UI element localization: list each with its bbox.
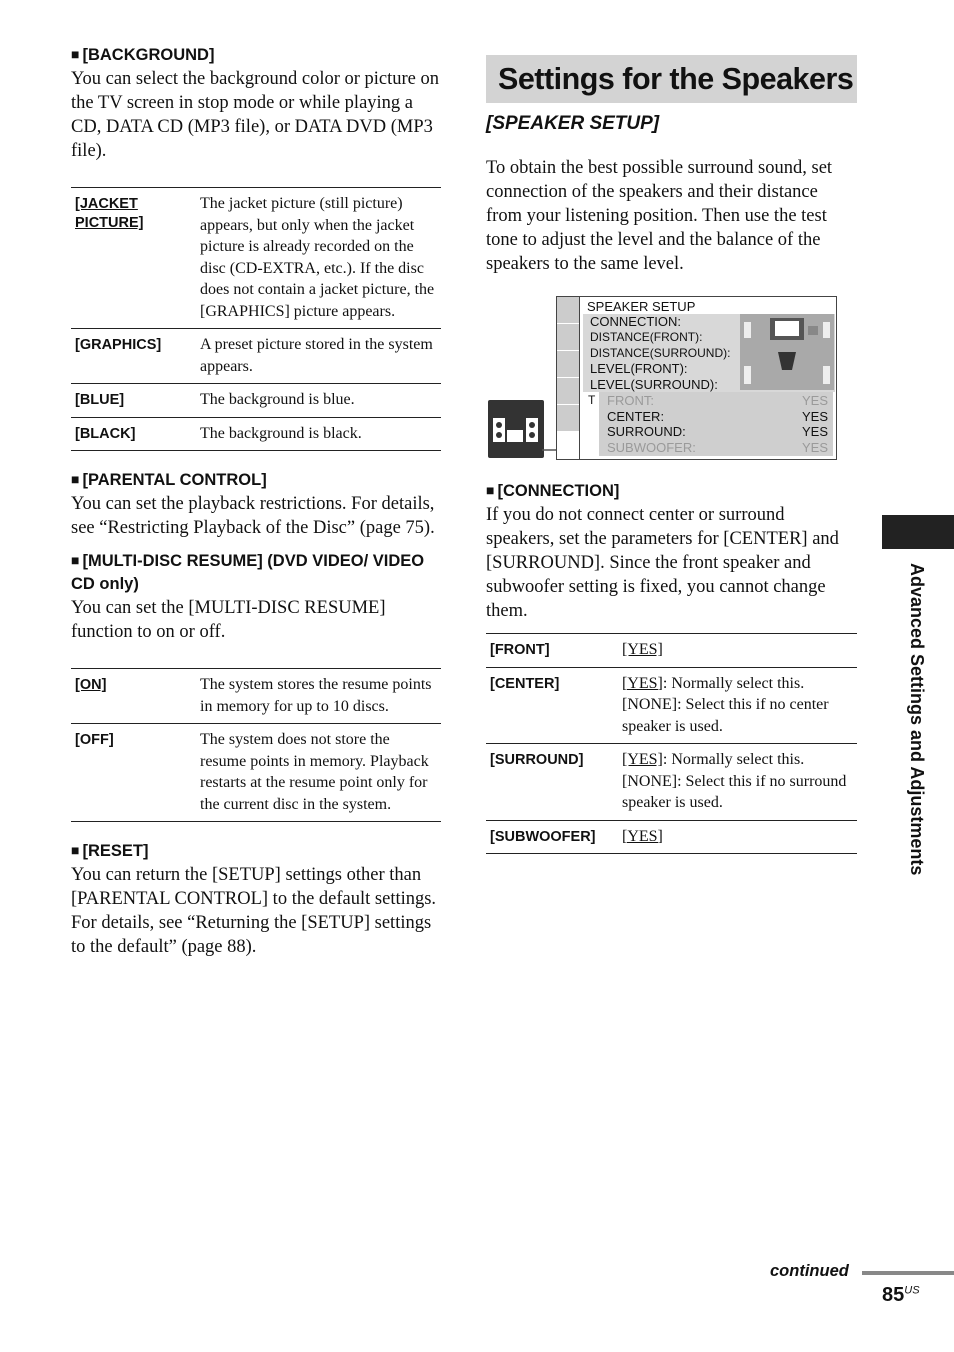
table-row: [486, 667, 857, 744]
osd-heading: SPEAKER SETUP: [587, 299, 696, 314]
osd-sub-value: YES: [801, 393, 828, 408]
bullet-square-icon: ■: [71, 471, 80, 487]
osd-sub-value: YES: [801, 440, 828, 455]
page-title: Settings for the Speakers: [486, 55, 857, 103]
osd-main: [580, 297, 836, 459]
speaker-icon: [488, 400, 544, 458]
osd-sub-label[interactable]: CENTER:: [607, 409, 665, 424]
option-key: [JACKET PICTURE]: [75, 196, 144, 231]
osd-sub-label: FRONT:: [607, 393, 654, 408]
osd-frame: [556, 296, 837, 460]
continued-label: continued: [770, 1262, 849, 1280]
connection-options-table: [486, 633, 857, 854]
option-desc: The background is black.: [200, 417, 441, 451]
table-row: [486, 744, 857, 821]
option-key: [BLACK]: [71, 417, 200, 451]
table-row: [71, 329, 441, 384]
osd-sub-label: SUBWOOFER:: [607, 440, 696, 455]
osd-sub-value[interactable]: YES: [801, 424, 828, 439]
osd-tab: [557, 351, 579, 378]
table-row: [71, 669, 441, 724]
speaker-setup-screen: [486, 296, 836, 460]
option-key: [BLUE]: [71, 384, 200, 418]
chapter-label: Advanced Settings and Adjustments: [907, 563, 927, 876]
table-row: [71, 188, 441, 329]
intro-text: To obtain the best possible surround sound, set connection of the speakers and their distance from your listening position. Then use the test tone to adjust the level and the balance of the speakers to the same level.: [486, 158, 833, 274]
parental-text: You can set the playback restrictions. For details, see “Restricting Playback of the Disc” (page 75).: [71, 494, 435, 538]
bullet-square-icon: ■: [71, 842, 80, 858]
option-key: [SUBWOOFER]: [486, 820, 622, 854]
option-key: [FRONT]: [486, 634, 622, 668]
osd-menu-item[interactable]: DISTANCE(FRONT):: [590, 330, 703, 344]
table-row: [71, 417, 441, 451]
option-key: [CENTER]: [486, 667, 622, 744]
connection-text: If you do not connect center or surround speakers, set the parameters for [CENTER] and [SURROUND]. Since the front speaker and subwoofer setting is fixed, you cannot change them.: [486, 505, 839, 621]
page-footer: [770, 1261, 954, 1321]
option-default: [YES]: [622, 827, 663, 845]
background-text: You can select the background color or picture on the TV screen in stop mode or while playing a CD, DATA CD (MP3 file), or DATA DVD (MP3 file).: [71, 69, 440, 161]
bullet-square-icon: ■: [71, 552, 80, 568]
table-row: [486, 634, 857, 668]
option-desc: The system stores the resume points in memory for up to 10 discs.: [200, 669, 441, 724]
osd-tab: [557, 378, 579, 405]
left-column: [71, 44, 441, 959]
reset-heading: ■ [RESET]: [71, 842, 149, 860]
option-desc: : Normally select this. [NONE]: Select this if no surround speaker is used.: [622, 751, 847, 811]
osd-tab: [557, 324, 579, 351]
table-row: [71, 724, 441, 822]
osd-tab: [557, 405, 579, 432]
multidisc-options-table: [71, 668, 441, 822]
connection-heading: ■ [CONNECTION]: [486, 482, 620, 500]
background-heading: ■ [BACKGROUND]: [71, 46, 215, 64]
option-desc: A preset picture stored in the system appears.: [200, 329, 441, 384]
parental-heading: ■ [PARENTAL CONTROL]: [71, 471, 267, 489]
multidisc-text: You can set the [MULTI-DISC RESUME] function to on or off.: [71, 598, 386, 642]
bullet-square-icon: ■: [71, 46, 80, 62]
osd-sub-label[interactable]: SURROUND:: [607, 424, 686, 439]
osd-menu-item[interactable]: LEVEL(FRONT):: [590, 361, 688, 376]
subtitle: [SPEAKER SETUP]: [486, 113, 660, 134]
option-desc: The background is blue.: [200, 384, 441, 418]
osd-menu-item[interactable]: LEVEL(SURROUND):: [590, 377, 718, 392]
option-key: [OFF]: [71, 724, 200, 822]
bullet-square-icon: ■: [486, 482, 495, 498]
osd-menu-item[interactable]: CONNECTION:: [590, 314, 681, 329]
option-key: [GRAPHICS]: [71, 329, 200, 384]
osd-truncated-item: T: [588, 393, 596, 407]
option-key: [ON]: [75, 677, 107, 693]
option-desc: The system does not store the resume points in memory. Playback restarts at the resume point only for the current disc in the system.: [200, 724, 441, 822]
right-column: [486, 55, 857, 854]
option-desc: The jacket picture (still picture) appears, but only when the jacket picture is already recorded on the disc (CD-EXTRA, etc.). If the disc does not contain a jacket picture, the [GRAPHICS] picture appears.: [200, 188, 441, 329]
option-default: [YES]: [622, 751, 663, 768]
page-number: $85^{US}$: [882, 1284, 920, 1306]
multidisc-heading: ■ [MULTI-DISC RESUME] (DVD VIDEO/ VIDEO CD only): [71, 552, 425, 593]
continued-rule: [862, 1271, 954, 1275]
option-desc: : Normally select this. [NONE]: Select this if no center speaker is used.: [622, 674, 829, 735]
background-options-table: [71, 187, 441, 451]
osd-sub-value[interactable]: YES: [801, 409, 828, 424]
option-default: [YES]: [622, 674, 663, 692]
osd-tab: [557, 297, 579, 324]
table-row: [486, 820, 857, 854]
osd-menu-item[interactable]: DISTANCE(SURROUND):: [590, 346, 731, 360]
table-row: [71, 384, 441, 418]
speaker-layout-icon: [740, 314, 834, 390]
osd-tab-strip: [557, 297, 580, 459]
option-key: [SURROUND]: [486, 744, 622, 821]
osd-submenu: [599, 392, 833, 456]
option-default: [YES]: [622, 641, 663, 658]
reset-text: You can return the [SETUP] settings other than [PARENTAL CONTROL] to the default settings. For details, see “Returning the [SETUP] settings to the default” (page 88).: [71, 865, 437, 957]
chapter-tab: [882, 515, 954, 549]
